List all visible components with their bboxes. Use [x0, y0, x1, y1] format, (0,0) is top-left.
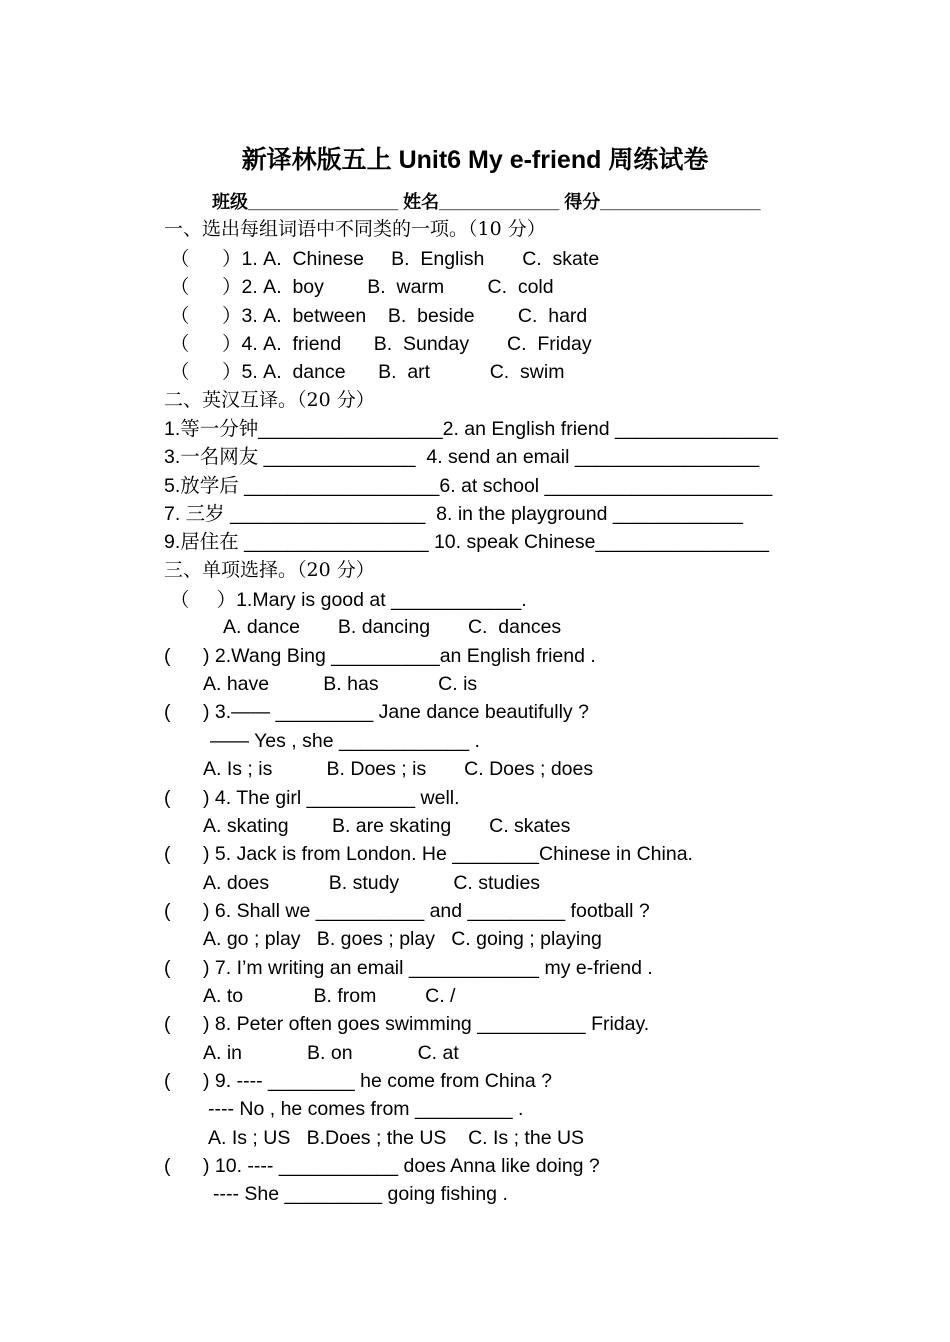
section2-item-1: 1.等一分钟_________________2. an English friend _______________	[164, 418, 778, 440]
section1-item-5: （ ）5. A. dance B. art C. swim	[170, 361, 565, 383]
question-10: ( ) 10. ---- ___________ does Anna like doing ?	[164, 1155, 600, 1177]
section1-heading: 一、选出每组词语中不同类的一项。（10 分）	[164, 218, 546, 240]
question-8-options: A. in B. on C. at	[203, 1042, 459, 1064]
question-5-options: A. does B. study C. studies	[203, 872, 541, 894]
question-9-options: A. Is ; US B.Does ; the US C. Is ; the US	[208, 1127, 585, 1149]
section2-item-5: 9.居住在 _________________ 10. speak Chinese________________	[164, 531, 770, 553]
section1-item-2: （ ）2. A. boy B. warm C. cold	[170, 276, 554, 298]
section1-item-3: （ ）3. A. between B. beside C. hard	[170, 305, 588, 327]
question-6: ( ) 6. Shall we __________ and _________ football ?	[164, 900, 650, 922]
worksheet-title: 新译林版五上 Unit6 My e-friend 周练试卷	[241, 146, 709, 174]
question-3-options: A. Is ; is B. Does ; is C. Does ; does	[203, 758, 594, 780]
question-4: ( ) 4. The girl __________ well.	[164, 787, 460, 809]
question-1-options: A. dance B. dancing C. dances	[223, 616, 562, 638]
section3-heading: 三、单项选择。（20 分）	[164, 559, 375, 581]
question-10-answer-line: ---- She _________ going fishing .	[213, 1183, 508, 1205]
question-6-options: A. go ; play B. goes ; play C. going ; playing	[203, 928, 602, 950]
question-4-options: A. skating B. are skating C. skates	[203, 815, 571, 837]
question-9-answer-line: ---- No , he comes from _________ .	[208, 1098, 524, 1120]
student-info-line: 班级_______________ 姓名____________ 得分________________	[212, 192, 761, 212]
question-7: ( ) 7. I’m writing an email ____________ my e-friend .	[164, 957, 653, 979]
section2-item-3: 5.放学后 __________________6. at school _____________________	[164, 475, 773, 497]
section2-heading: 二、英汉互译。（20 分）	[164, 389, 375, 411]
section2-item-4: 7. 三岁 __________________ 8. in the playground ____________	[164, 503, 743, 525]
question-7-options: A. to B. from C. /	[203, 985, 456, 1007]
question-8: ( ) 8. Peter often goes swimming __________ Friday.	[164, 1013, 650, 1035]
question-3-answer-line: —— Yes , she ____________ .	[210, 730, 480, 752]
question-2: ( ) 2.Wang Bing __________an English friend .	[164, 645, 596, 667]
section2-item-2: 3.一名网友 ______________ 4. send an email _________________	[164, 446, 760, 468]
question-1: （ ）1.Mary is good at ____________.	[170, 589, 527, 611]
question-5: ( ) 5. Jack is from London. He ________Chinese in China.	[164, 843, 693, 865]
question-9: ( ) 9. ---- ________ he come from China ?	[164, 1070, 553, 1092]
question-3: ( ) 3.—— _________ Jane dance beautifully ?	[164, 701, 589, 723]
section1-item-4: （ ）4. A. friend B. Sunday C. Friday	[170, 333, 592, 355]
question-2-options: A. have B. has C. is	[203, 673, 478, 695]
section1-item-1: （ ）1. A. Chinese B. English C. skate	[170, 248, 600, 270]
